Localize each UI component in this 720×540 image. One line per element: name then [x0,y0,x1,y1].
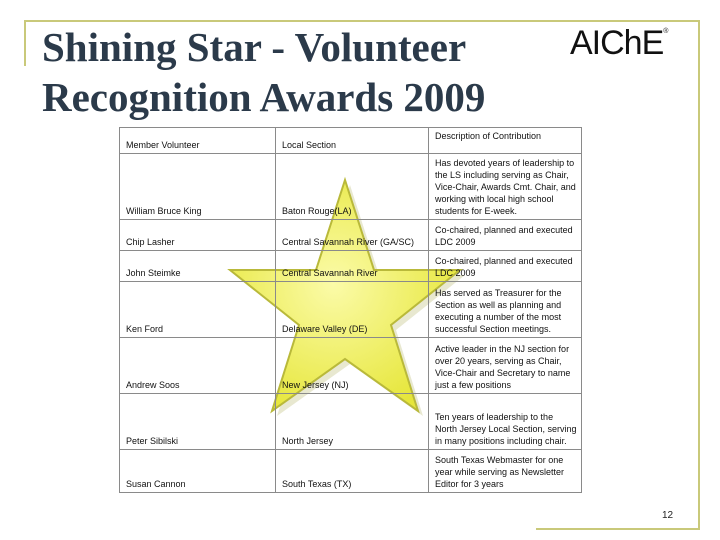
page-number: 12 [662,510,674,521]
section-cell: Central Savannah River (GA/SC) [276,220,429,251]
logo-text: AIChE [570,24,664,62]
table-row [120,394,582,450]
header-local-section: Local Section [276,128,429,154]
section-cell: North Jersey [276,394,429,450]
description-cell: Has served as Treasurer for the Section as well as planning and executing a number of the most successful Section meetings. [429,282,582,338]
slide-title [42,22,562,122]
member-cell: John Steimke [120,251,276,282]
description-cell: Co-chaired, planned and executed LDC 2009 [429,251,582,282]
table-row [120,220,582,251]
header-description: Description of Contribution [429,128,582,154]
table-header-row [120,128,582,154]
table-row [120,338,582,394]
section-cell: South Texas (TX) [276,450,429,493]
description-cell: Has devoted years of leadership to the LS including serving as Chair, Vice-Chair, Awards Cmt. Chair, and working with local high school students for E-week. [429,154,582,220]
header-member-volunteer: Member Volunteer [120,128,276,154]
slide-title-line-1: Shining Star - Volunteer [42,24,467,70]
member-cell: Chip Lasher [120,220,276,251]
section-cell: New Jersey (NJ) [276,338,429,394]
table-row [120,282,582,338]
aiche-logo [570,24,668,63]
table-row [120,251,582,282]
table-row [120,450,582,493]
description-cell: Ten years of leadership to the North Jersey Local Section, serving in many positions including chair. [429,394,582,450]
description-cell: South Texas Webmaster for one year while serving as Newsletter Editor for 3 years [429,450,582,493]
description-cell: Co-chaired, planned and executed LDC 2009 [429,220,582,251]
accent-line-left [24,20,26,66]
section-cell: Delaware Valley (DE) [276,282,429,338]
member-cell: Ken Ford [120,282,276,338]
logo-registered-mark: ® [663,28,669,35]
section-cell: Central Savannah River [276,251,429,282]
accent-line-right [698,20,700,530]
awards-table [119,127,582,493]
member-cell: Peter Sibilski [120,394,276,450]
accent-line-bottom [536,528,700,530]
member-cell: Andrew Soos [120,338,276,394]
member-cell: William Bruce King [120,154,276,220]
member-cell: Susan Cannon [120,450,276,493]
slide-title-line-2: Recognition Awards 2009 [42,74,486,120]
section-cell: Baton Rouge(LA) [276,154,429,220]
description-cell: Active leader in the NJ section for over 20 years, serving as Chair, Vice-Chair and Secretary to name just a few positions [429,338,582,394]
table-row [120,154,582,220]
